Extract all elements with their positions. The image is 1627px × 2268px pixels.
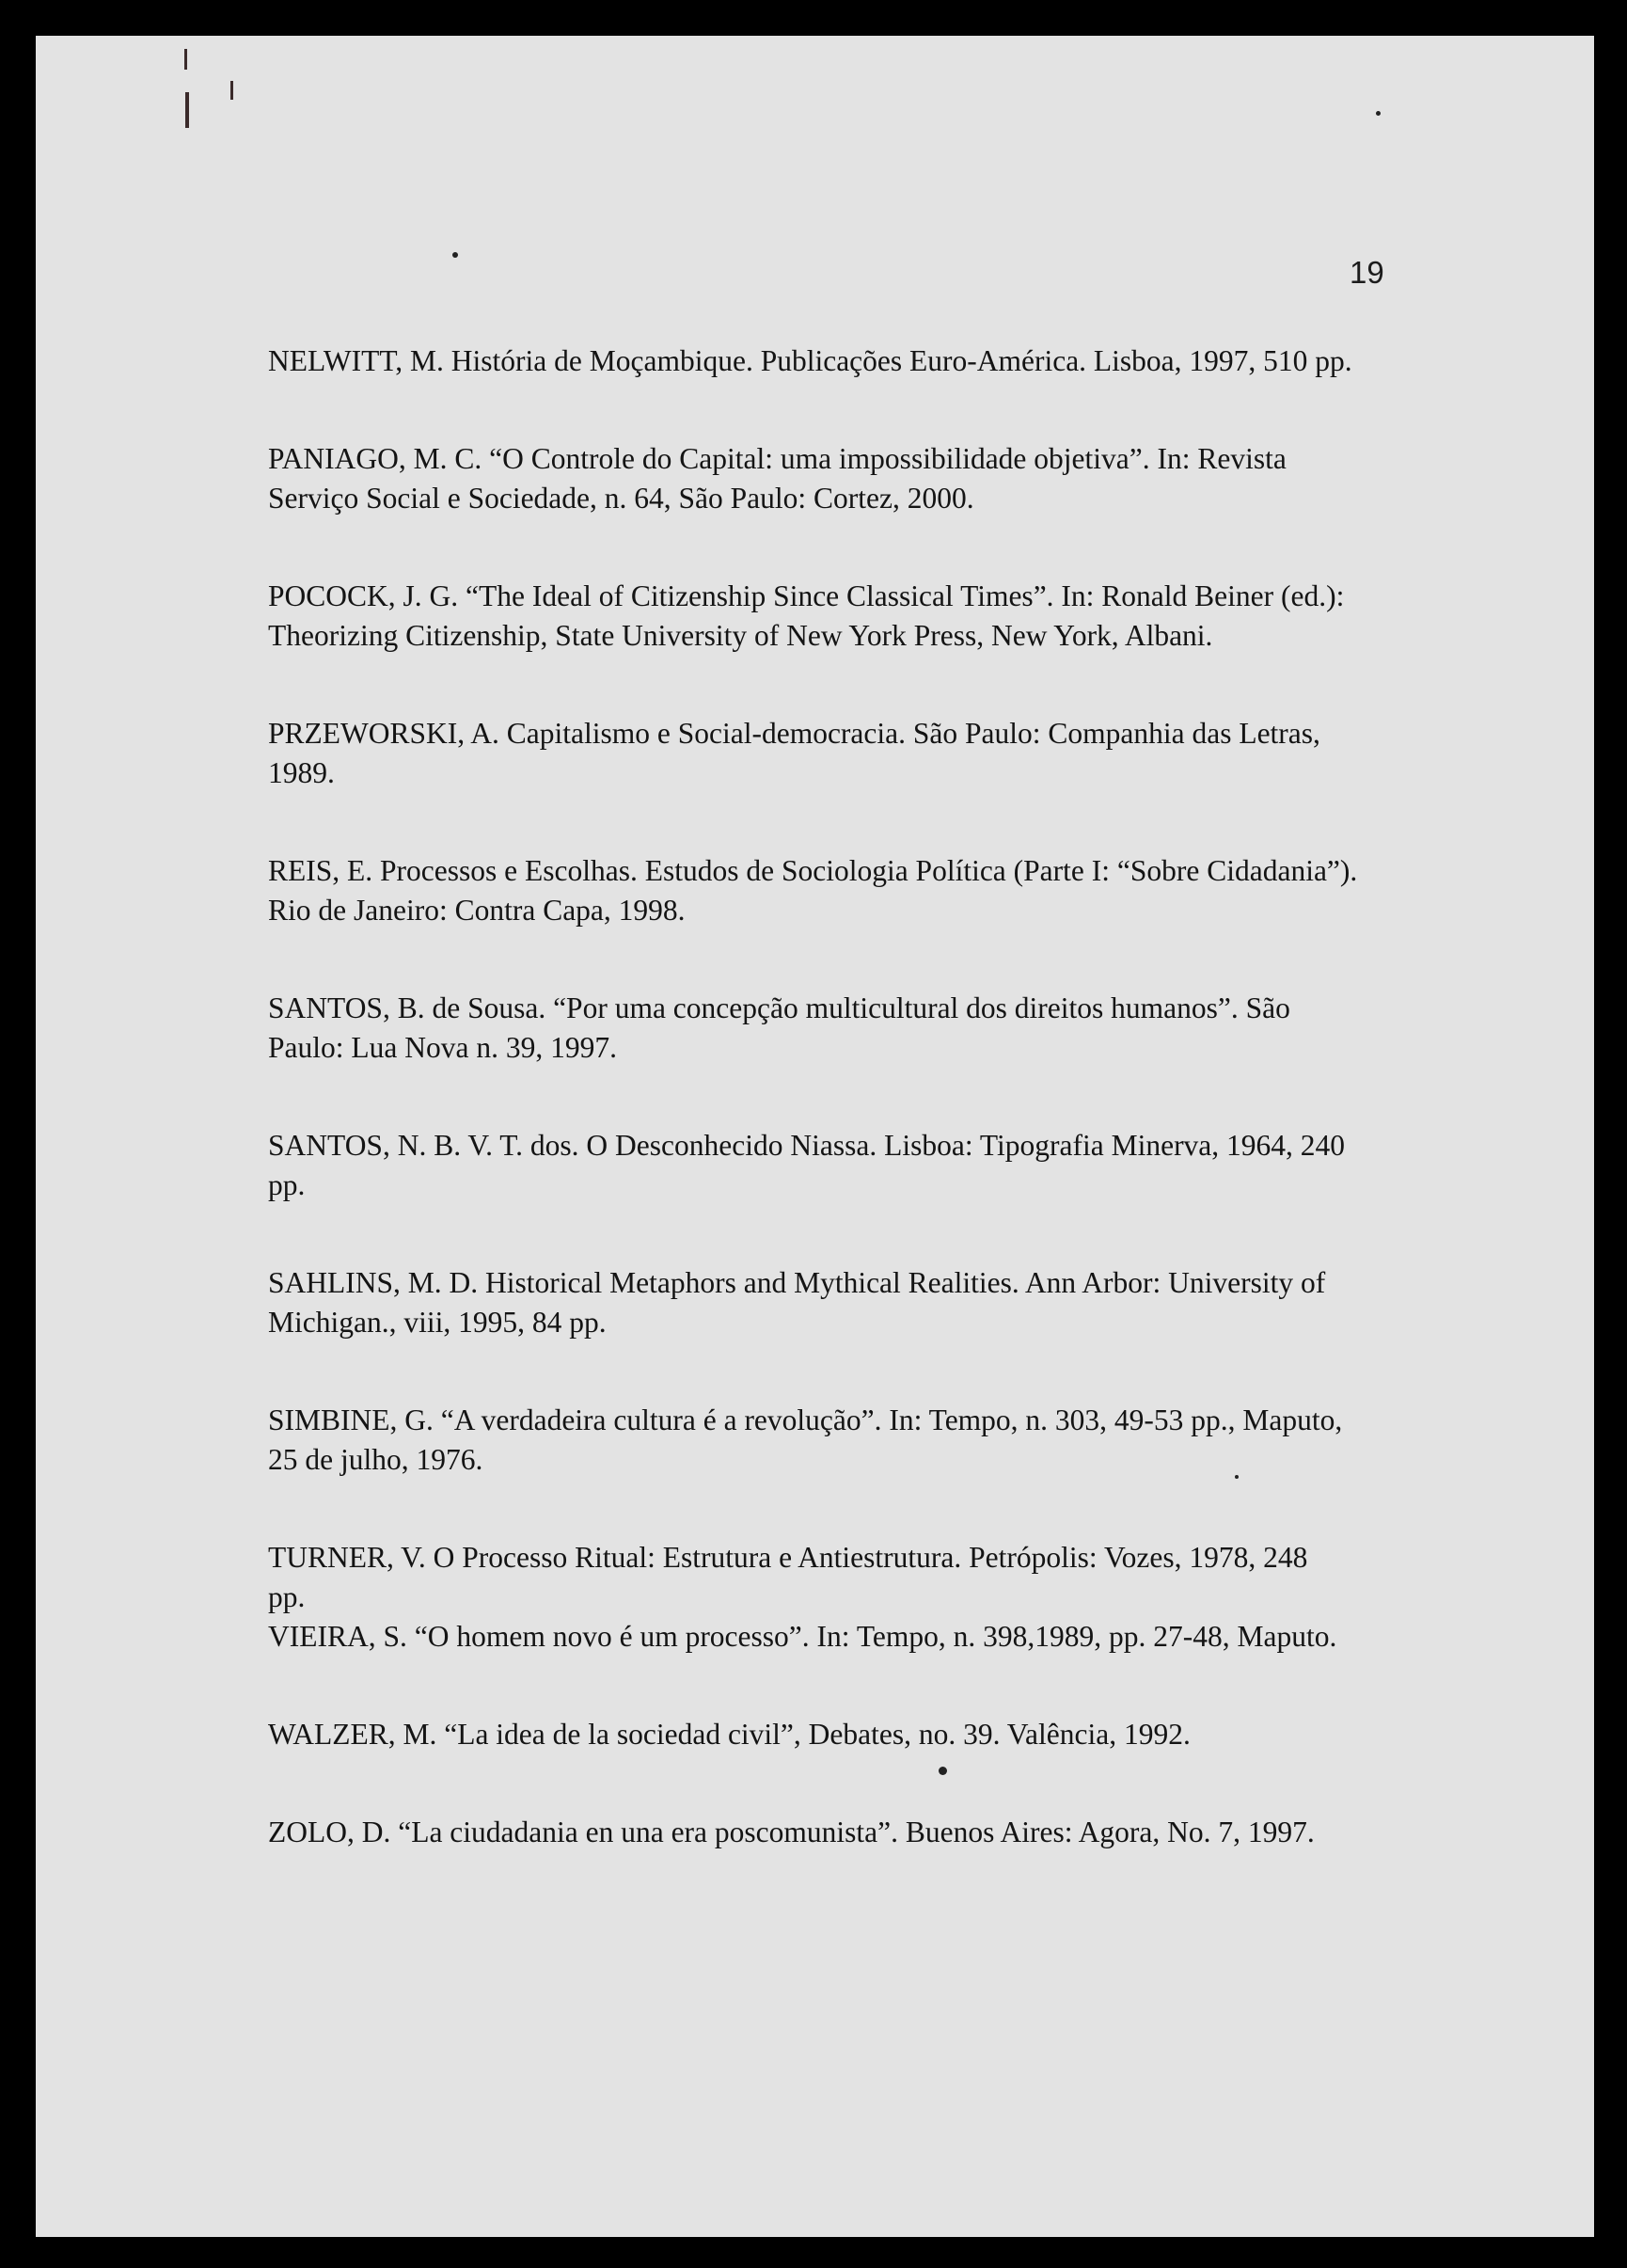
reference-entry: SAHLINS, M. D. Historical Metaphors and Mythical Realities. Ann Arbor: University of Michigan., viii, 1995, 84 pp. — [268, 1266, 1326, 1339]
scanned-page — [36, 36, 1594, 2237]
scan-mark — [230, 81, 233, 100]
scan-speck — [452, 252, 458, 258]
scan-speck — [1376, 111, 1381, 116]
reference-entry: POCOCK, J. G. “The Ideal of Citizenship Since Classical Times”. In: Ronald Beiner (ed.): Theorizing Citizenship, State University of New York Press, New York, Albani. — [268, 579, 1345, 652]
page-number: 19 — [1350, 255, 1384, 290]
reference-entry: PRZEWORSKI, A. Capitalismo e Social-democracia. São Paulo: Companhia das Letras, 1989. — [268, 717, 1320, 789]
reference-entry: SANTOS, N. B. V. T. dos. O Desconhecido Niassa. Lisboa: Tipografia Minerva, 1964, 240 pp. — [268, 1129, 1346, 1201]
reference-entry: SIMBINE, G. “A verdadeira cultura é a revolução”. In: Tempo, n. 303, 49-53 pp., Maputo, 25 de julho, 1976. — [268, 1404, 1343, 1476]
scan-mark — [184, 49, 187, 70]
reference-list — [268, 341, 1397, 1911]
reference-entry: REIS, E. Processos e Escolhas. Estudos de Sociologia Política (Parte I: “Sobre Cidadania”). Rio de Janeiro: Contra Capa, 1998. — [268, 854, 1358, 927]
scan-mark — [185, 92, 189, 128]
reference-entry: ZOLO, D. “La ciudadania en una era poscomunista”. Buenos Aires: Agora, No. 7, 1997. — [268, 1816, 1315, 1848]
reference-entry: NELWITT, M. História de Moçambique. Publicações Euro-América. Lisboa, 1997, 510 pp. — [268, 344, 1352, 377]
reference-entry: TURNER, V. O Processo Ritual: Estrutura e Antiestrutura. Petrópolis: Vozes, 1978, 248 pp. — [268, 1541, 1308, 1613]
reference-entry: SANTOS, B. de Sousa. “Por uma concepção multicultural dos direitos humanos”. São Paulo: Lua Nova n. 39, 1997. — [268, 991, 1290, 1064]
reference-entry: WALZER, M. “La idea de la sociedad civil”, Debates, no. 39. Valência, 1992. — [268, 1718, 1191, 1751]
reference-entry: PANIAGO, M. C. “O Controle do Capital: uma impossibilidade objetiva”. In: Revista Serviço Social e Sociedade, n. 64, São Paulo: Cortez, 2000. — [268, 442, 1287, 515]
reference-entry: VIEIRA, S. “O homem novo é um processo”. In: Tempo, n. 398,1989, pp. 27-48, Maputo. — [268, 1620, 1337, 1653]
